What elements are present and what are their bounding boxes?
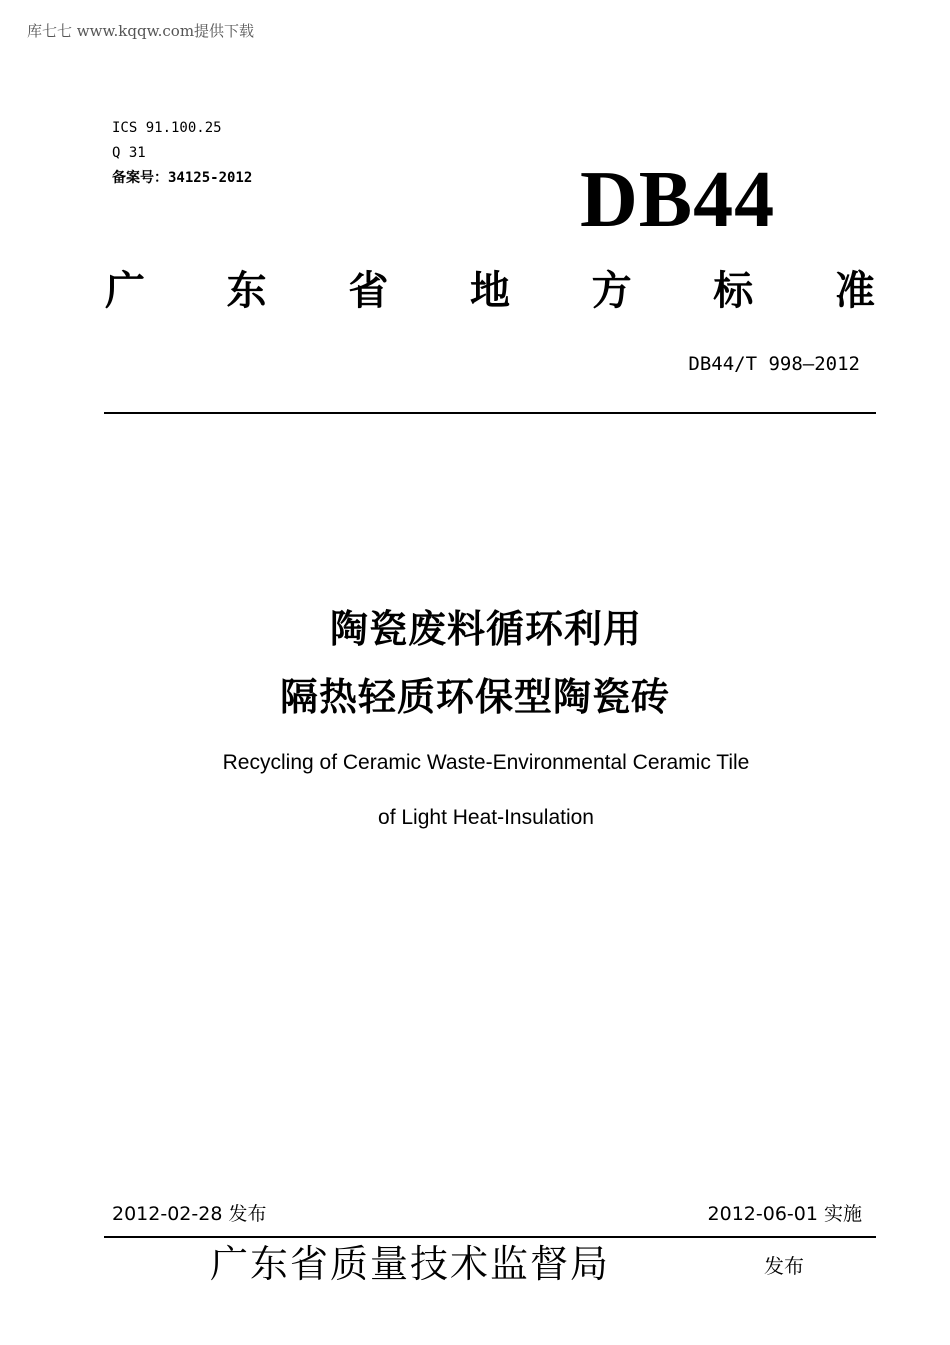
ics-code: ICS 91.100.25	[112, 120, 222, 136]
standard-type-char: 省	[348, 268, 389, 314]
title-en-line2: of Light Heat-Insulation	[378, 806, 594, 829]
publish-label: 发布	[764, 1254, 804, 1278]
title-cn-line1: 陶瓷废料循环利用	[329, 607, 642, 651]
release-date: 2012-02-28 发布	[112, 1203, 267, 1225]
filing-number: 备案号：34125-2012	[112, 170, 253, 186]
implementation-date: 2012-06-01 实施	[707, 1203, 862, 1225]
top-divider	[104, 412, 876, 414]
watermark-text: 库七七 www.kqqw.com提供下载	[27, 22, 255, 40]
standard-type-heading	[105, 268, 875, 314]
standard-type-char: 地	[469, 268, 510, 314]
standard-type-char: 准	[834, 268, 875, 314]
standard-number: DB44/T 998—2012	[688, 353, 860, 375]
standard-type-char: 广	[105, 268, 145, 314]
publisher-name: 广东省质量技术监督局	[210, 1242, 611, 1286]
bottom-divider	[104, 1236, 876, 1238]
standard-code: DB44	[580, 156, 776, 244]
title-cn-line2: 隔热轻质环保型陶瓷砖	[279, 675, 670, 719]
ccs-code: Q 31	[112, 145, 146, 161]
standard-type-char: 方	[591, 268, 632, 314]
standard-type-char: 标	[713, 268, 754, 314]
standard-type-char: 东	[226, 268, 267, 314]
title-en-line1: Recycling of Ceramic Waste-Environmental Ceramic Tile	[222, 751, 750, 774]
